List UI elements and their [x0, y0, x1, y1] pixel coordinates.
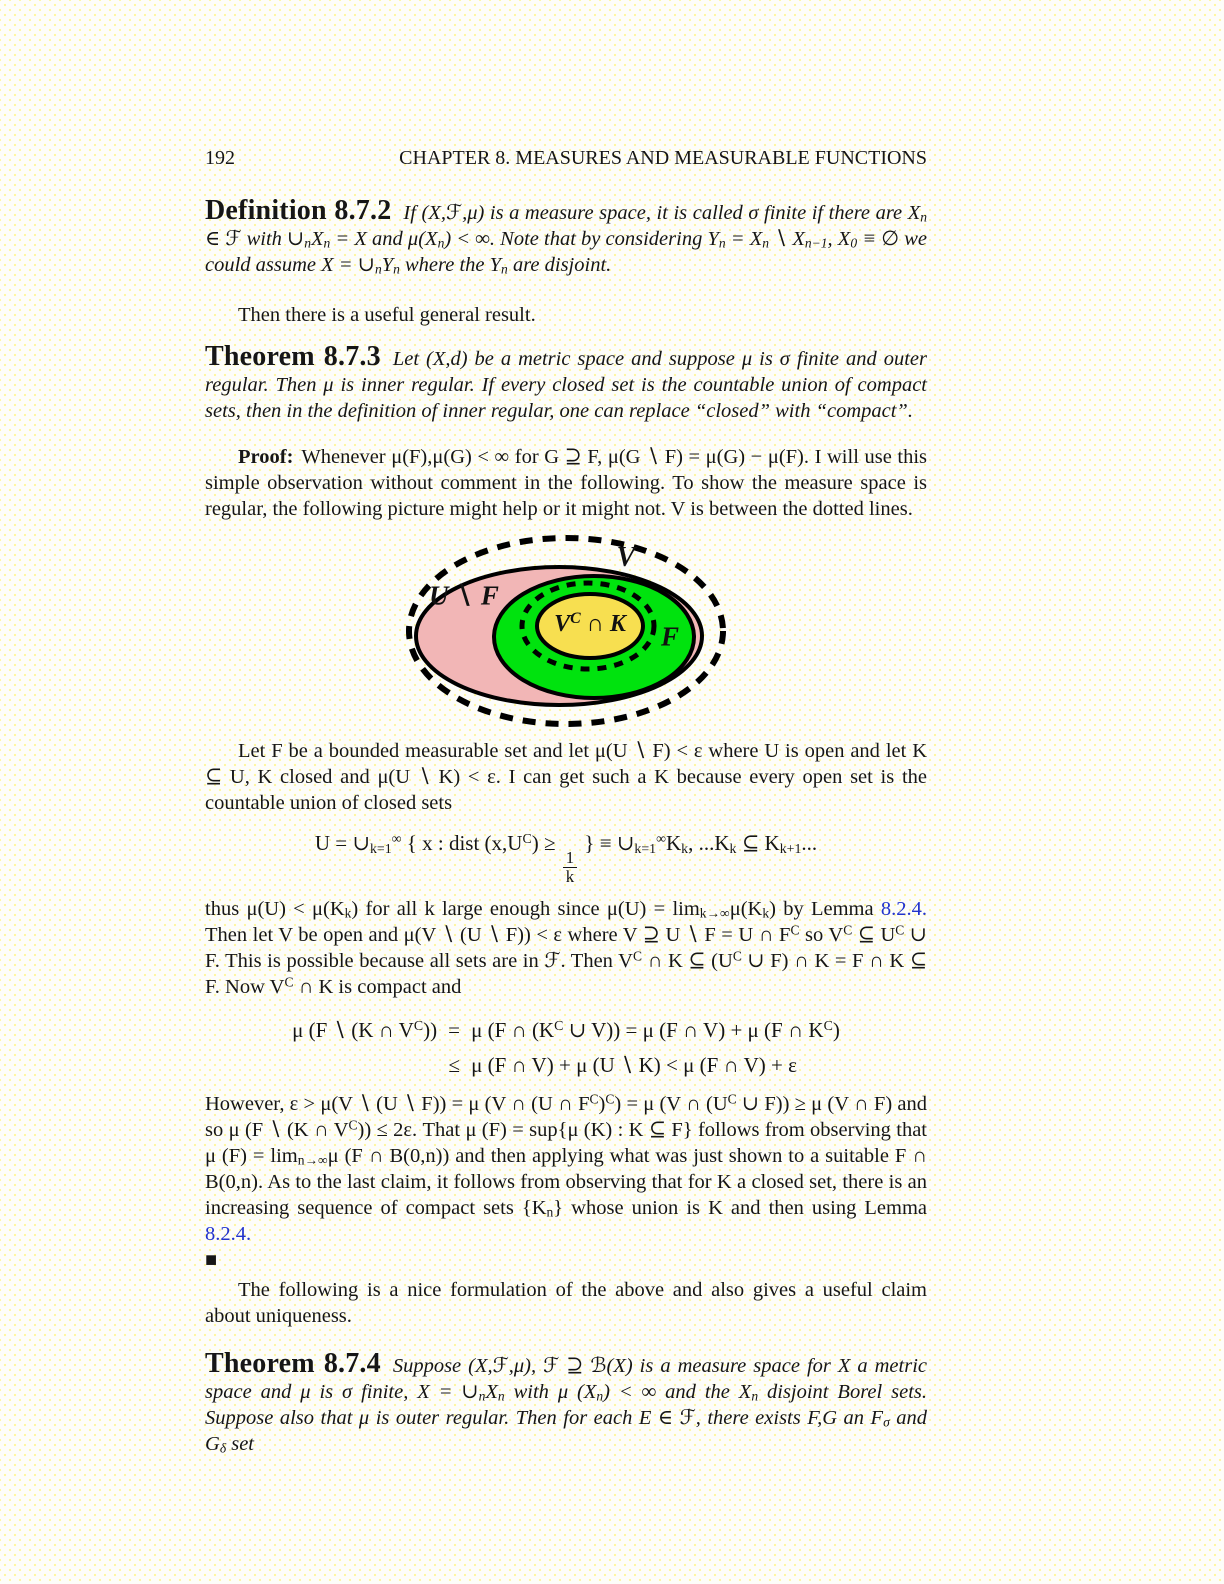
euler-diagram-figure [401, 532, 731, 732]
label-U-minus-F: U ∖ F [429, 580, 499, 611]
label-VC-cap-K: $V^C$ ∩ K [554, 610, 626, 637]
equation-rhs: μ (F ∩ ($K^C$ ∪ V)) = μ (F ∩ V) + μ (F ∩ $K^C$) [471, 1017, 840, 1042]
display-equation-aligned [205, 1016, 927, 1079]
definition-8-7-2 [205, 195, 927, 278]
qed-symbol: ■ [205, 1248, 218, 1271]
proof-paragraph [205, 444, 927, 522]
display-equation-union: $U = \cup_{k=1}^\infty$ { x : dist $(x,U^C)$ ≥ $\frac{1}{k}$ } ≡ $\cup_{k=1}^\infty K_k$, $...K_k$ ⊆ $K_{k+1}$... [314, 831, 818, 887]
paragraph-following: The following is a nice formulation of the above and also gives a useful claim about uniqueness. [205, 1278, 927, 1327]
proof-body: Whenever μ(F),μ(G) < ∞ for G ⊇ F, μ(G ∖ F) = μ(G) − μ(F). I will use this simple observation without comment in the following. To show the measure space is regular, the following picture might help or it might not. V is between the dotted lines. [205, 446, 927, 520]
running-head: CHAPTER 8. MEASURES AND MEASURABLE FUNCTIONS [399, 147, 927, 169]
paragraph-however: However, ε > μ(V ∖ (U ∖ F)) = μ (V ∩ (U ∩ $F^C)^C) = \mu$ (V ∩ ($U^C$ ∪ F)) ≥ μ (V ∩ F) and so μ (F ∖ (K ∩ $V^C)) \le 2\varepsilon$. That μ (F) = sup{μ (K) : K ⊆ F} follows from observing that μ $(F) = \lim_{n\to\infty}\mu$ (F ∩ B(0,n)) and then applying what was just shown to a suitable F ∩ B(0,n). As to the last claim, it follows from observing that for K a closed set, there is an increasing sequence of compact sets $\{K_n\}$ whose union is K and then using Lemma 8.2.4. [205, 1090, 927, 1245]
theorem-8-7-4 [205, 1347, 928, 1457]
equation-relation: = [448, 1017, 461, 1042]
page-content [205, 146, 927, 1457]
theorem-8-7-3 [205, 341, 927, 424]
paragraph-thus: thus $\mu(U) < \mu(K_k)$ for all k large enough since $\mu(U) = \lim_{k\to\infty}\mu(K_k)$ by Lemma 8.2.4. Then let V be open and μ(V ∖ (U ∖ F)) < ε where V ⊇ U ∖ F = U ∩ $F^C$ so $V^C$ ⊆ $U^C$ ∪ F. This is possible because all sets are in ℱ. Then $V^C$ ∩ K ⊆ ($U^C$ ∪ F) ∩ K = F ∩ K ⊆ F. Now $V^C$ ∩ K is compact and [205, 897, 928, 998]
definition-heading: Definition 8.7.2 [205, 195, 392, 226]
paragraph-general-result: Then there is a useful general result. [238, 304, 536, 326]
proof-label: Proof: [238, 446, 294, 468]
definition-body: If (X,ℱ,μ) is a measure space, it is called σ finite if there are $X_n$ ∈ ℱ with $\cup_nX_n = X$ and $\mu(X_n)$ < ∞. Note that by considering $Y_n = X_n$ ∖ $X_{n-1}$, $X_0$ ≡ ∅ we could assume $X = \cup_nY_n$ where the $Y_n$ are disjoint. [205, 202, 927, 277]
equation-relation: ≤ [448, 1052, 460, 1077]
theorem-heading: Theorem 8.7.4 [205, 1347, 381, 1379]
cross-reference-link[interactable]: 8.2.4. [880, 897, 927, 920]
equation-lhs: μ (F ∖ (K ∩ $V^C$)) [292, 1017, 438, 1042]
theorem-body: Suppose (X,ℱ,μ), ℱ ⊇ ℬ(X) is a measure space for X a metric space and μ is σ finite, $X = \cup_nX_n$ with μ $(X_n)$ < ∞ and the $X_n$ disjoint Borel sets. Suppose also that μ is outer regular. Then for each E ∈ ℱ, there exists F,G an $F_\sigma$ and $G_\delta$ set [205, 1354, 928, 1456]
paragraph-let-f: Let F be a bounded measurable set and let μ(U ∖ F) < ε where U is open and let K ⊆ U, K closed and μ(U ∖ K) < ε. I can get such a K because every open set is the countable union of closed sets [205, 740, 927, 814]
page-number: 192 [205, 147, 235, 169]
cross-reference-link[interactable]: 8.2.4. [205, 1222, 252, 1245]
theorem-heading: Theorem 8.7.3 [205, 341, 381, 372]
page-header [205, 146, 927, 170]
label-V: V [616, 542, 636, 573]
equation-rhs: μ (F ∩ V) + μ (U ∖ K) < μ (F ∩ V) + ε [471, 1052, 797, 1077]
theorem-body: Let (X,d) be a metric space and suppose μ is σ finite and outer regular. Then μ is inner regular. If every closed set is the countable union of compact sets, then in the definition of inner regular, one can replace “closed” with “compact”. [205, 348, 927, 422]
label-F: F [660, 621, 680, 652]
